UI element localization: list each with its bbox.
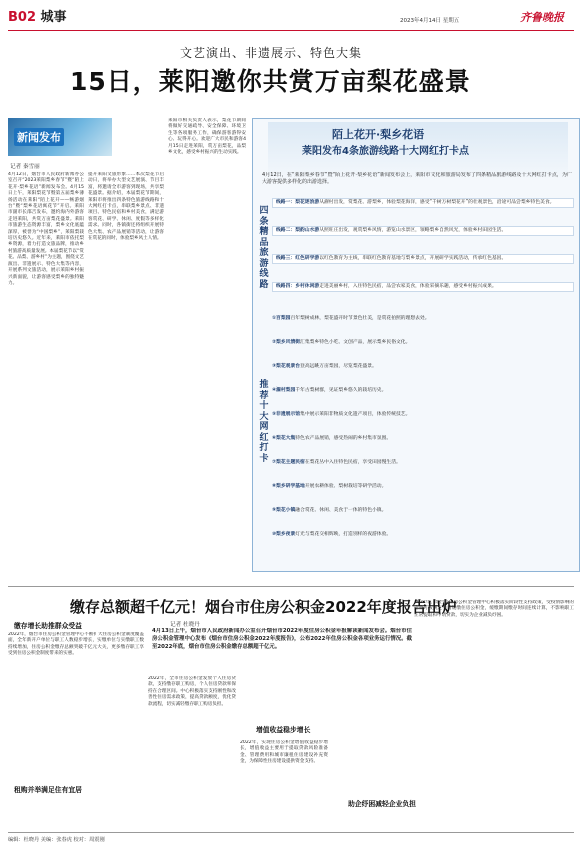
landmark-item: ⑨梨花小镇融合赏花、休闲、美食于一体的特色小镇。 xyxy=(272,508,387,513)
story2-headline: 缴存总额超千亿元！烟台市住房公积金2022年度报告出炉 xyxy=(70,598,457,616)
story2-subhead: 缴存增长助推群众受益 xyxy=(14,622,82,630)
masthead xyxy=(0,0,580,30)
route-item: 线路二：梨韵山水游从照旺庄出发，观赏梨乡风情，游览山水景区，领略梨乡自然风光，体验乡村田园生活。 xyxy=(272,226,574,236)
landmark-item: ②梨乡风情街汇集梨乡特色小吃、文创产品，展示梨乡民俗文化。 xyxy=(272,340,411,345)
footer-rule xyxy=(8,832,574,833)
story1-col2: 提升莱阳文旅形象……本次梨花节启动日，将举办大型文艺展演、节目丰富，将邀请全市游客到现场，共享梨花盛景。据介绍，本届梨花节期间，莱阳市将推出四条特色旅游线路和十大网红打卡点，串联梨乡景点、非遗项目、特色民宿和乡村美食，满足游客赏花、研学、休闲、度假等多样化需求。同时，各镇街还将组织开展特色大集、农产品展销等活动，让游客在赏花的同时，体验梨乡风土人情。 xyxy=(88,172,164,242)
info-box-subtitle: 莱阳发布4条旅游线路十大网红打卡点 xyxy=(302,146,469,157)
story2-col3: 2022年，实现住房公积金增值收益稳步增长，增值收益主要用于提取贷款风险准备金、管理费用和城市廉租住房建设补充资金，为保障性住房建设提供资金支持。 xyxy=(240,740,328,765)
story1-col3: 莱阳市相关负责人表示，梨花节期间将做好交通疏导、安全保障、环境卫生等各项服务工作，确保游客游得安心、玩得开心。欢迎广大市民和游客4月15日走进莱阳，赏万亩梨花，品梨乡文化，感受乡村振兴的生动实践。 xyxy=(168,118,246,156)
story1-reporter: 记者 秦雪丽 xyxy=(10,164,40,170)
landmark-item: ⑤非遗展示馆集中展示莱阳非物质文化遗产项目，体验传统技艺。 xyxy=(272,412,411,417)
story2-col2: 2022年，全市住房公积金发放个人住房贷款，支持缴存职工购房，个人住房贷款率保持在合理区间。中心积极落实支持刚性和改善性住房需求政策，提高贷款额度，优化贷款流程，切实减轻缴存职工购房负担。 xyxy=(148,676,236,707)
landmark-item: ⑩梨乡夜景灯光与梨花交相辉映，打造别样的夜游体验。 xyxy=(272,532,392,537)
issue-date: 2023年4月14日 星期五 xyxy=(400,18,460,24)
landmark-item: ⑦梨花主题民宿在梨花丛中入住特色民宿，享受田园慢生活。 xyxy=(272,460,401,465)
landmarks-label: 推荐十大网红打卡 xyxy=(259,380,269,464)
landmark-item: ④濯村梨园千年古梨树群，见证梨乡悠久的栽培历史。 xyxy=(272,388,387,393)
route-item: 线路三：红色研学游以红色教育为主线，串联红色教育基地与梨乡景点，开展研学实践活动，传承红色基因。 xyxy=(272,254,574,264)
story2-col4: 2022年，烟台市住房公积金管理中心积极落实阶段性支持政策，受疫情影响的企业可按规定申请缓缴住房公积金，缓缴期间缴存时间连续计算，不影响职工正常提取和申请贷款，切实为企业减负纾困。 xyxy=(414,600,574,618)
story2-lead: 4月13日上午，烟台市人民政府新闻办公室召开烟台市2022年度住房公积金年报解读新闻发布会。烟台市住房公积金管理中心发布《烟台市住房公积金2022年度报告》，公布2022年住房公积金各项业务运行情况。截至2022年底，烟台市住房公积金缴存总额超千亿元。 xyxy=(152,628,412,650)
landmark-item: ⑥梨花大集特色农产品展销，感受热闹的乡村集市氛围。 xyxy=(272,436,392,441)
story2-subhead: 租购并举满足住有宜居 xyxy=(14,786,82,794)
landmark-item: ③梨花观景台登高远眺万亩梨园，尽览梨花盛景。 xyxy=(272,364,377,369)
story1-headline: 15日，莱阳邀你共赏万亩梨花盛景 xyxy=(70,67,471,96)
page-credits: 编辑：杜晓丹 美编：张春虎 校对：周震刚 xyxy=(8,837,105,843)
story2-col1: 2022年，烟台市住房公积金管理中心不断扩大住房公积金制度覆盖面，全年新开户单位与职工人数稳步增长，实缴单位与实缴职工数持续增加，住房公积金缴存总额突破千亿元大关，更多缴存职工享受到住房公积金制度带来的实惠。 xyxy=(8,632,144,657)
info-box-title: 陌上花开·梨乡花语 xyxy=(332,128,425,141)
section-label: B02 城事 xyxy=(8,10,67,25)
story2-reporter: 记者 杜晓丹 xyxy=(170,622,200,628)
landmark-item: ①百梨园百年梨树成林，梨花盛开时节景色壮美，是赏花拍照的理想去处。 xyxy=(272,316,430,321)
masthead-rule xyxy=(8,30,574,31)
story1-col1: 4月12日，烟台市人民政府新闻办公室召开“2023莱阳梨乡春节”暨“陌上花开·梨乡花语”新闻发布会。4月15日上午，莱阳梨花节暨第五届梨乡薄扬活动在莱阳“陌上花开——畅游烟台”暨“梨乡花语寓花节”开启。莱阳市副市长邵吉发布，邀约海内外游客走进莱阳，共赏万亩梨花盛景。莱阳市旅游生态资源丰富，梨乡文化底蕴深厚，被誉为“中国梨乡”，莱阳梨栽培历史悠久。近年来，莱阳市依托梨乡资源，着力打造文旅品牌，推动乡村旅游高质量发展。本届梨花节以“赏花、品梨、游乡村”为主题，围绕文艺演出、非遗展示、特色大集等内容，开展系列文旅活动，展示莱阳乡村振兴新面貌，让游客感受梨乡的独特魅力。 xyxy=(8,172,84,286)
info-box-intro: 4月12日，在“莱阳梨乡春节”暨“陌上花开·梨乡花语”新闻发布会上，莱阳市文化和旅游局发布了四条精品旅游线路及十大网红打卡点，为广大游客提供多样化的出游选择。 xyxy=(262,172,572,185)
landmark-item: ⑧梨乡研学基地开展农耕体验、梨树栽培等研学活动。 xyxy=(272,484,387,489)
story2-subhead: 助企纾困减轻企业负担 xyxy=(348,800,416,808)
route-item: 线路一：梨花逐浪游从濯村出发，赏梨花、游梨乡，体验梨花海洋，感受“千树万树梨花开”的壮观景色，沿途可品尝梨乡特色美食。 xyxy=(272,198,574,208)
routes-label: 四条精品旅游线路 xyxy=(259,206,269,290)
route-item: 线路四：乡村休闲游走进美丽乡村，入住特色民宿，品尝农家美食，体验采摘乐趣，感受乡村振兴成果。 xyxy=(272,282,574,292)
section-divider xyxy=(8,586,574,587)
story2-subhead: 增值收益稳步增长 xyxy=(256,726,311,734)
news-release-badge: 新闻发布 xyxy=(14,128,64,146)
newspaper-logo: 齐鲁晚报 xyxy=(520,11,564,24)
story1-kicker: 文艺演出、非遗展示、特色大集 xyxy=(180,46,363,60)
